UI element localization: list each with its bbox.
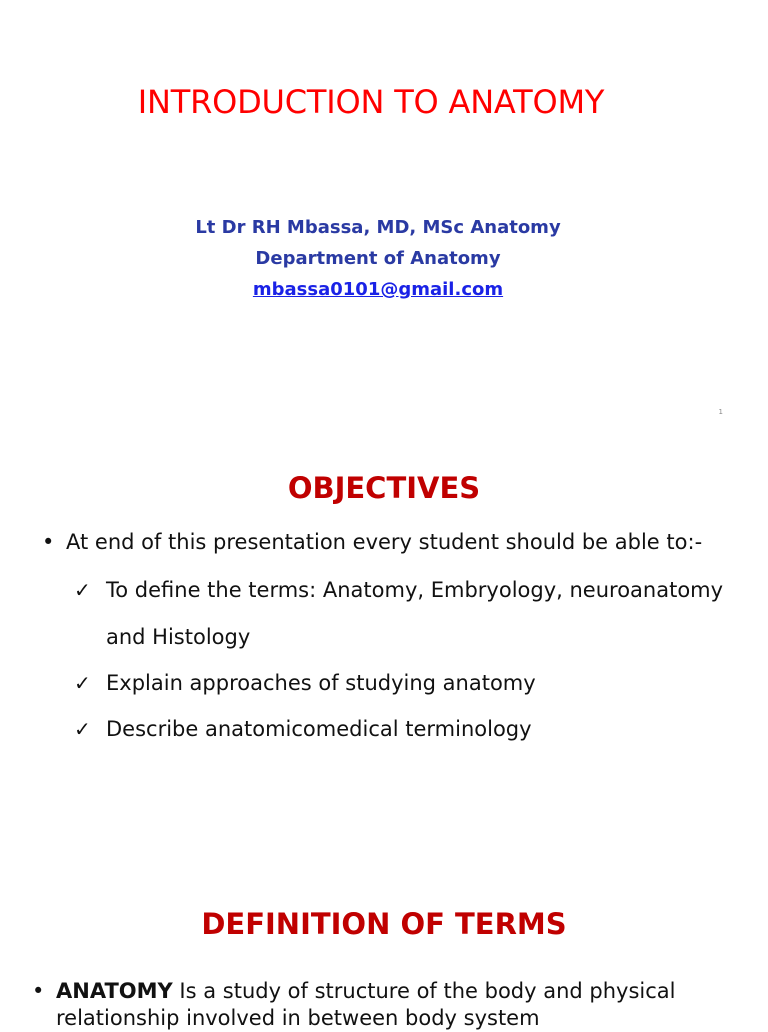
definition-body: Is a study of structure of the body and physical relationship involved in between body system: [56, 979, 676, 1030]
bullet-icon: •: [32, 979, 45, 1003]
checkmark-icon: ✓: [74, 717, 91, 741]
list-item-text: Describe anatomicomedical terminology: [106, 717, 532, 741]
title-slide: [0, 0, 768, 430]
list-item: [74, 576, 734, 661]
presentation-title: INTRODUCTION TO ANATOMY: [137, 83, 605, 121]
author-name: Lt Dr RH Mbassa, MD, MSc Anatomy: [195, 217, 561, 238]
definitions-heading: DEFINITION OF TERMS: [201, 907, 567, 941]
definition-term: ANATOMY: [56, 979, 173, 1003]
checkmark-icon: ✓: [74, 578, 91, 602]
department-name: Department of Anatomy: [255, 248, 501, 269]
objectives-list: [74, 576, 734, 761]
objectives-slide: [0, 430, 768, 870]
objectives-intro-text: At end of this presentation every student should be able to:-: [66, 530, 703, 554]
slide-number: 1: [718, 408, 723, 416]
objectives-heading: OBJECTIVES: [287, 471, 481, 505]
definitions-slide: [0, 870, 768, 1030]
email-link[interactable]: mbassa0101@gmail.com: [252, 279, 504, 300]
objectives-intro: [42, 528, 702, 556]
author-info: [0, 212, 756, 305]
bullet-icon: •: [42, 530, 55, 554]
checkmark-icon: ✓: [74, 671, 91, 695]
list-item-text: Explain approaches of studying anatomy: [106, 671, 536, 695]
list-item: [74, 715, 734, 753]
list-item-text: To define the terms: Anatomy, Embryology, neuroanatomy and Histology: [106, 578, 724, 649]
list-item: [74, 669, 734, 707]
